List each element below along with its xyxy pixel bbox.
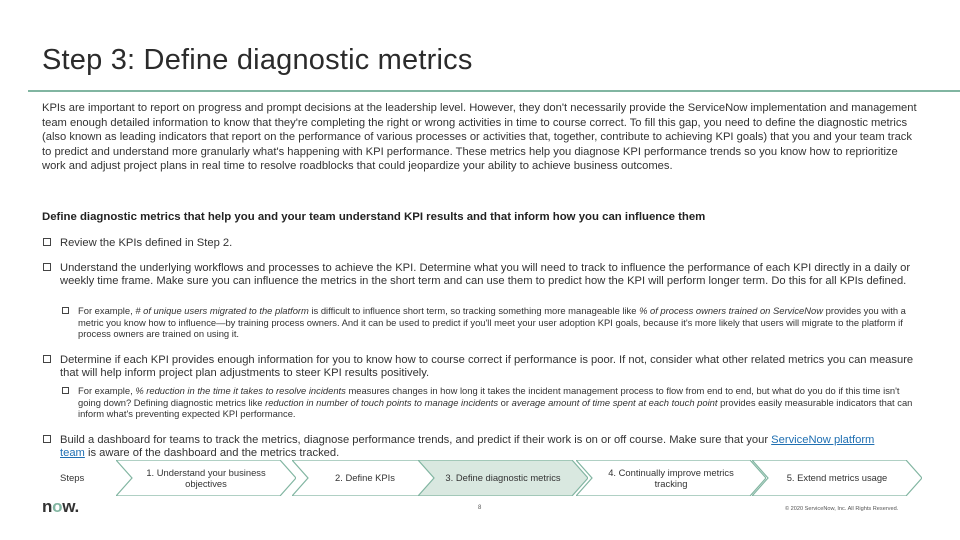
checkbox-icon[interactable]	[62, 387, 69, 394]
step-label: 1. Understand your business objectives	[146, 466, 266, 489]
intro-paragraph: KPIs are important to report on progress and prompt decisions at the leadership level. However, they don't necessarily provide the ServiceNow implementation and management team enough detailed information to know that they're completing the right or wrong activities in time to course correct. To fill this gap, you need to define the diagnostic metrics (also known as leading indicators that report on the performance of various processes or activities that, together, contribute to achieving KPI goals) that you and your team track to predict and understand more granularly what's happening with KPI performance. These metrics help you diagnose KPI performance trends so you know how to reprioritize work and adjust project plans in real time to resolve roadblocks that could jeopardize your ability to achieve business outcomes.	[42, 102, 917, 173]
step-chevron-4[interactable]	[576, 460, 766, 496]
checklist-item-understand-workflows: Understand the underlying workflows and processes to achieve the KPI. Determine what you will need to track to influence the performance of each KPI directly in a daily or weekly time frame. Make sure you can influence the metrics in the short term and can use them to predict how the KPI will perform longer term. Do this for all KPIs defined.	[60, 262, 911, 287]
page-number: 8	[478, 505, 482, 511]
checklist-item-build-dashboard: Build a dashboard for teams to track the metrics, diagnose performance trends, and predict if their work is on or off course. Make sure that your ServiceNow platform team is aware of the dashboard and the metrics tracked.	[60, 434, 875, 459]
title-divider	[28, 90, 960, 92]
page-title: Step 3: Define diagnostic metrics	[42, 44, 473, 76]
step-label: 4. Continually improve metrics tracking	[608, 466, 734, 489]
servicenow-logo: now.	[42, 497, 79, 516]
checklist-item-review-kpis: Review the KPIs defined in Step 2.	[60, 237, 233, 249]
step-label: 3. Define diagnostic metrics	[445, 472, 561, 484]
steps-label: Steps	[60, 473, 85, 484]
platform-team-link[interactable]: ServiceNow platform team	[60, 434, 875, 459]
checkbox-icon[interactable]	[43, 263, 51, 271]
checkbox-icon[interactable]	[43, 238, 51, 246]
step-chevron-5[interactable]	[752, 460, 922, 496]
copyright: © 2020 ServiceNow, Inc. All Rights Reserved.	[785, 506, 899, 512]
example-incident-resolution: For example, % reduction in the time it takes to resolve incidents measures changes in how long it takes the incident management process to flow from end to end, but what do you do if this time isn't going down? Defining diagnostic metrics like reduction in number of touch points to manage incidents or average amount of time spent at each touch point provides easily measurable indicators that can inform what's preventing expected KPI performance.	[78, 385, 913, 420]
example-unique-users: For example, # of unique users migrated to the platform is difficult to influence short term, so tracking something more manageable like % of process owners trained on ServiceNow provides you with a metric you know how to influence—by training process owners. And it can be used to predict if you'll meet your user adoption KPI goals, because it's more likely that users will migrate to the platform if process owners are trained on using it.	[78, 305, 906, 340]
section-heading: Define diagnostic metrics that help you and your team understand KPI results and that inform how you can influence them	[42, 211, 706, 223]
checkbox-icon[interactable]	[43, 355, 51, 363]
step-label: 2. Define KPIs	[335, 472, 395, 484]
step-chevron-1[interactable]	[116, 460, 296, 496]
checklist-item-course-correct: Determine if each KPI provides enough information for you to know how to course correct if performance is poor. If not, consider what other related metrics you can measure that will help inform project plan adjustments to steer KPI results positively.	[60, 354, 914, 379]
step-chevron-3-active[interactable]	[418, 460, 588, 496]
checkbox-icon[interactable]	[62, 307, 69, 314]
step-chevron-2[interactable]	[292, 460, 438, 496]
checkbox-icon[interactable]	[43, 435, 51, 443]
step-label: 5. Extend metrics usage	[786, 472, 888, 484]
